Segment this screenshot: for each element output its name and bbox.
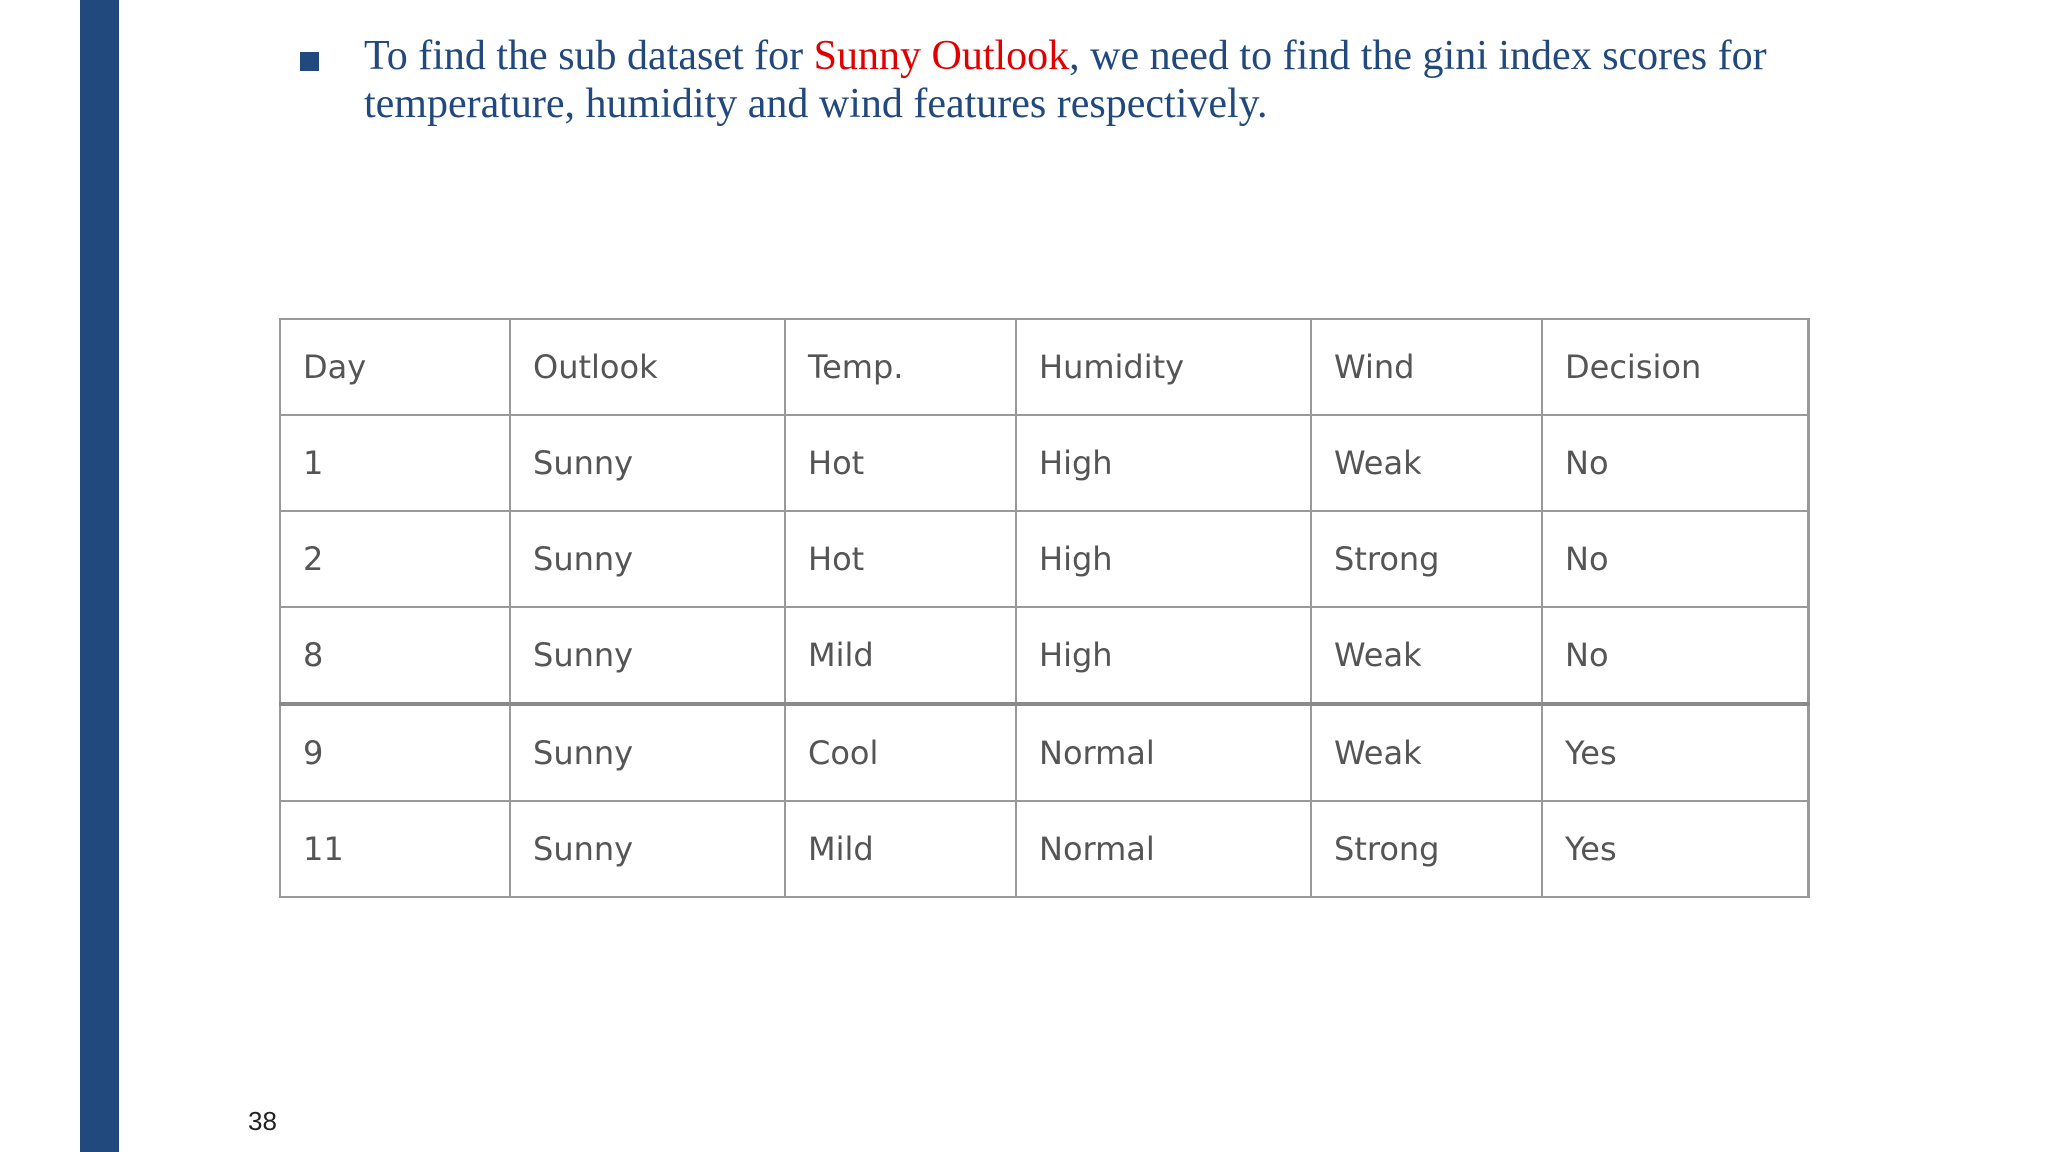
- table-cell-wind: Weak: [1311, 704, 1542, 801]
- table-cell-decision: No: [1542, 511, 1808, 607]
- table-cell-wind: Weak: [1311, 607, 1542, 704]
- bullet-text: [364, 32, 1784, 128]
- table-row: [280, 415, 1808, 511]
- table-header-decision: Decision: [1542, 319, 1808, 415]
- sunny-outlook-table: [279, 318, 1810, 898]
- table-cell-decision: Yes: [1542, 704, 1808, 801]
- table-cell-wind: Strong: [1311, 801, 1542, 897]
- table-header-humidity: Humidity: [1016, 319, 1311, 415]
- table-cell-wind: Strong: [1311, 511, 1542, 607]
- table-cell-temp: Hot: [785, 511, 1016, 607]
- table-cell-outlook: Sunny: [510, 704, 785, 801]
- table-cell-humidity: High: [1016, 607, 1311, 704]
- table-header-wind: Wind: [1311, 319, 1542, 415]
- table-cell-temp: Mild: [785, 801, 1016, 897]
- bullet-text-before: To find the sub dataset for: [364, 33, 814, 79]
- table-row: [280, 511, 1808, 607]
- table-cell-humidity: Normal: [1016, 704, 1311, 801]
- table-cell-day: 11: [280, 801, 510, 897]
- table-cell-outlook: Sunny: [510, 607, 785, 704]
- table-cell-humidity: High: [1016, 511, 1311, 607]
- table-cell-day: 1: [280, 415, 510, 511]
- table-row: [280, 704, 1808, 801]
- square-bullet-icon: [300, 52, 319, 71]
- table-row: [280, 801, 1808, 897]
- bullet-text-after: , we need to find the gini index scores for temperature, humidity and wind features respectively.: [364, 33, 1767, 127]
- table-header-temp: Temp.: [785, 319, 1016, 415]
- table-header-day: Day: [280, 319, 510, 415]
- table-row: [280, 607, 1808, 704]
- table-cell-outlook: Sunny: [510, 511, 785, 607]
- table-cell-outlook: Sunny: [510, 801, 785, 897]
- table-cell-wind: Weak: [1311, 415, 1542, 511]
- table-cell-day: 2: [280, 511, 510, 607]
- table-cell-humidity: Normal: [1016, 801, 1311, 897]
- table-cell-decision: No: [1542, 607, 1808, 704]
- table-header-row: [280, 319, 1808, 415]
- table-cell-humidity: High: [1016, 415, 1311, 511]
- table-cell-decision: Yes: [1542, 801, 1808, 897]
- table-cell-temp: Cool: [785, 704, 1016, 801]
- table-cell-outlook: Sunny: [510, 415, 785, 511]
- table-cell-temp: Mild: [785, 607, 1016, 704]
- slide-accent-bar: [80, 0, 119, 1152]
- bullet-highlight-sunny-outlook: Sunny Outlook: [813, 33, 1070, 79]
- table-header-outlook: Outlook: [510, 319, 785, 415]
- page-number: 38: [248, 1106, 277, 1136]
- table-cell-temp: Hot: [785, 415, 1016, 511]
- table-cell-decision: No: [1542, 415, 1808, 511]
- table-cell-day: 8: [280, 607, 510, 704]
- table-cell-day: 9: [280, 704, 510, 801]
